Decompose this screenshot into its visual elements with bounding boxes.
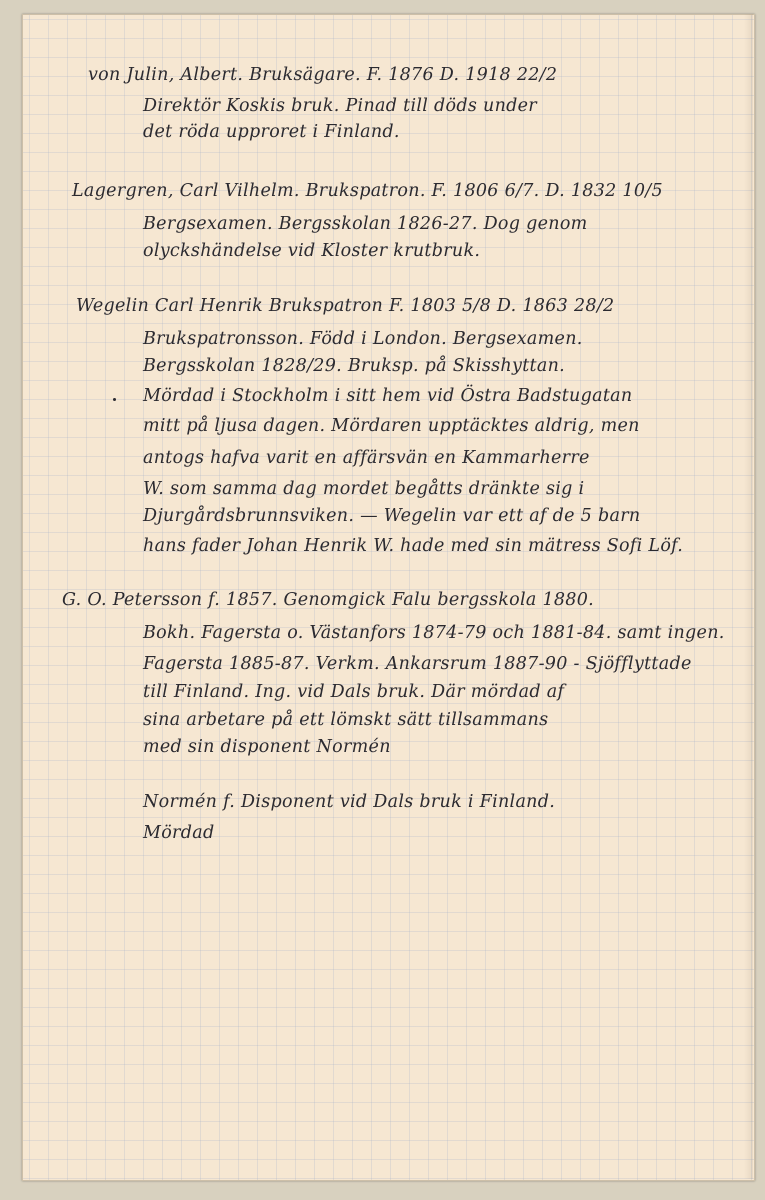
- entry-line: W. som samma dag mordet begåtts dränkte sig i: [143, 479, 585, 499]
- entry-line: mitt på ljusa dagen. Mördaren upptäcktes aldrig, men: [143, 416, 640, 436]
- entry-line: det röda upproret i Finland.: [143, 122, 400, 142]
- entry-line: Brukspatronsson. Född i London. Bergsexamen.: [143, 329, 583, 349]
- entry-line: Mördad: [143, 823, 215, 843]
- sheet-edge-shadow: [744, 14, 753, 1179]
- entry-line: med sin disponent Normén: [143, 737, 391, 757]
- entry-line: Lagergren, Carl Vilhelm. Brukspatron. F. 1806 6/7. D. 1832 10/5: [72, 181, 663, 201]
- entry-line: Djurgårdsbrunnsviken. — Wegelin var ett af de 5 barn: [143, 506, 641, 526]
- entry-line: till Finland. Ing. vid Dals bruk. Där mördad af: [143, 682, 565, 702]
- entry-line: von Julin, Albert. Bruksägare. F. 1876 D. 1918 22/2: [88, 65, 558, 85]
- entry-line: Bokh. Fagersta o. Västanfors 1874-79 och 1881-84. samt ingen.: [143, 623, 725, 643]
- entry-line: Mördad i Stockholm i sitt hem vid Östra Badstugatan: [143, 386, 633, 406]
- entry-line: G. O. Petersson f. 1857. Genomgick Falu bergsskola 1880.: [62, 590, 595, 610]
- entry-line: hans fader Johan Henrik W. hade med sin mätress Sofi Löf.: [143, 536, 684, 556]
- entry-line: Direktör Koskis bruk. Pinad till döds under: [143, 96, 537, 116]
- entry-line: Fagersta 1885-87. Verkm. Ankarsrum 1887-90 - Sjöfflyttade: [143, 654, 692, 674]
- entry-line: Normén f. Disponent vid Dals bruk i Finland.: [143, 792, 556, 812]
- entry-line: Wegelin Carl Henrik Brukspatron F. 1803 5/8 D. 1863 28/2: [76, 296, 615, 316]
- entry-line: Bergsexamen. Bergsskolan 1826-27. Dog genom: [143, 214, 588, 234]
- entry-line: sina arbetare på ett lömskt sätt tillsammans: [143, 710, 549, 730]
- entry-line: Bergsskolan 1828/29. Bruksp. på Skisshyttan.: [143, 356, 566, 376]
- ink-dot: [113, 398, 116, 401]
- entry-line: olyckshändelse vid Kloster krutbruk.: [143, 241, 481, 261]
- entry-line: antogs hafva varit en affärsvän en Kammarherre: [143, 448, 590, 468]
